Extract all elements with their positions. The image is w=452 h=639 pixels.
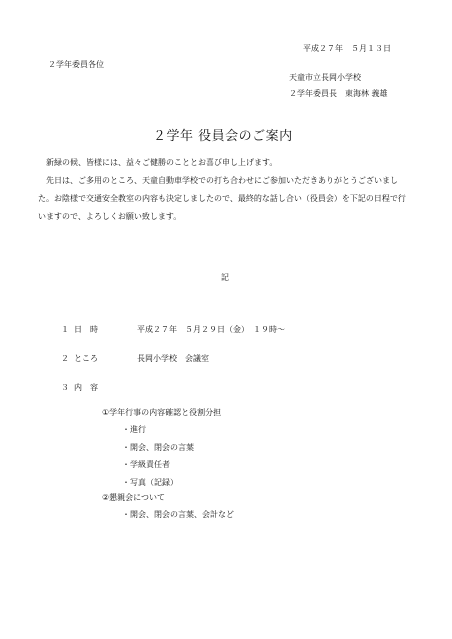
item-label: 日 時 bbox=[74, 325, 98, 334]
item-value: 長岡小学校 会議室 bbox=[137, 354, 209, 363]
recipient-line: ２学年委員各位 bbox=[48, 60, 104, 69]
greeting-text: 新緑の候、皆様には、益々ご健勝のこととお喜び申し上げます。 bbox=[46, 158, 278, 167]
item-value: 平成２７年 ５月２９日（金） １９時～ bbox=[137, 325, 285, 334]
sender-school: 天童市立長岡小学校 bbox=[289, 73, 361, 82]
body-paragraph-main bbox=[38, 172, 412, 226]
ki-heading: 記 bbox=[221, 273, 229, 282]
page-title: ２学年 役員会のご案内 bbox=[153, 129, 293, 144]
main-text: 先日は、ご多用のところ、天童自動車学校での打ち合わせにご参加いただきありがとうございました。お陰様で交通安全教室の内容も決定しましたので、最終的な話し合い（役員会）を下記の日程で行いますので、よろしくお願い致します。 bbox=[38, 176, 406, 221]
bullet-item: ・写真（記録） bbox=[122, 478, 178, 487]
item-label: ところ bbox=[74, 354, 98, 363]
bullet-item: ・進行 bbox=[122, 425, 146, 434]
item-label: 内 容 bbox=[74, 383, 98, 392]
sender-person: ２学年委員長 東海林 義雄 bbox=[289, 89, 388, 98]
item-number: ２ bbox=[61, 354, 69, 363]
item-number: １ bbox=[61, 325, 69, 334]
content-section-2-heading: ②懇親会について bbox=[102, 493, 166, 502]
item-number: ３ bbox=[61, 383, 69, 392]
content-section-1-heading: ①学年行事の内容確認と役割分担 bbox=[102, 408, 222, 417]
body-text bbox=[38, 154, 412, 226]
bullet-item: ・開会、閉会の言葉 bbox=[122, 443, 194, 452]
bullet-item: ・開会、閉会の言葉、会計など bbox=[122, 510, 234, 519]
document-date: 平成２７年 ５月１３日 bbox=[303, 44, 391, 53]
bullet-item: ・学級責任者 bbox=[122, 460, 170, 469]
body-paragraph-greeting bbox=[38, 154, 412, 172]
